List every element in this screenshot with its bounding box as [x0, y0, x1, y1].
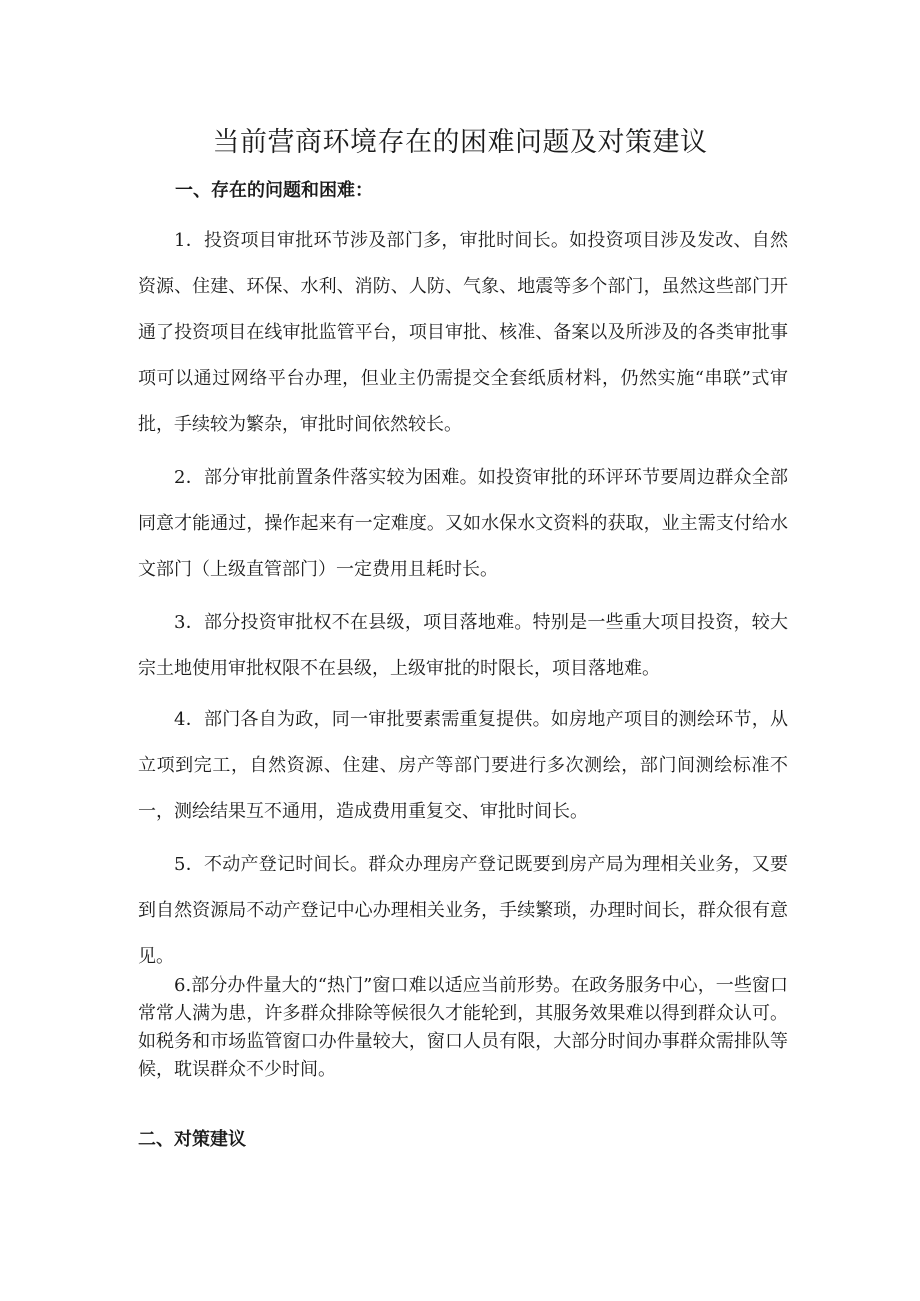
- section-heading-suggestions: 二、对策建议: [138, 1129, 246, 1150]
- section-heading-problems: 一、存在的问题和困难：: [175, 180, 373, 201]
- paragraph-6: 6.部分办件量大的“热门”窗口难以适应当前形势。在政务服务中心，一些窗口常常人满为患，许多群众排除等候很久才能轮到，其服务效果难以得到群众认可。如税务和市场监管窗口办件量较大，窗口人员有限，大部分时间办事群众需排队等候，耽误群众不少时间。: [138, 975, 788, 1080]
- paragraph-4: 4．部门各自为政，同一审批要素需重复提供。如房地产项目的测绘环节，从立项到完工，自然资源、住建、房产等部门要进行多次测绘，部门间测绘标准不一，测绘结果互不通用，造成费用重复交、审批时间长。: [138, 709, 788, 822]
- paragraph-5: 5．不动产登记时间长。群众办理房产登记既要到房产局为理相关业务，又要到自然资源局不动产登记中心办理相关业务，手续繁琐，办理时间长，群众很有意见。: [138, 854, 788, 967]
- paragraph-3: 3．部分投资审批权不在县级，项目落地难。特别是一些重大项目投资，较大宗土地使用审批权限不在县级，上级审批的时限长，项目落地难。: [138, 612, 788, 679]
- paragraph-2: 2．部分审批前置条件落实较为困难。如投资审批的环评环节要周边群众全部同意才能通过，操作起来有一定难度。又如水保水文资料的获取，业主需支付给水文部门（上级直管部门）一定费用且耗时长。: [138, 467, 788, 580]
- paragraph-1: 1．投资项目审批环节涉及部门多，审批时间长。如投资项目涉及发改、自然资源、住建、环保、水利、消防、人防、气象、地震等多个部门，虽然这些部门开通了投资项目在线审批监管平台，项目审批、核准、备案以及所涉及的各类审批事项可以通过网络平台办理，但业主仍需提交全套纸质材料，仍然实施“串联”式审批，手续较为繁杂，审批时间依然较长。: [138, 230, 788, 435]
- document-title: 当前营商环境存在的困难问题及对策建议: [212, 127, 708, 158]
